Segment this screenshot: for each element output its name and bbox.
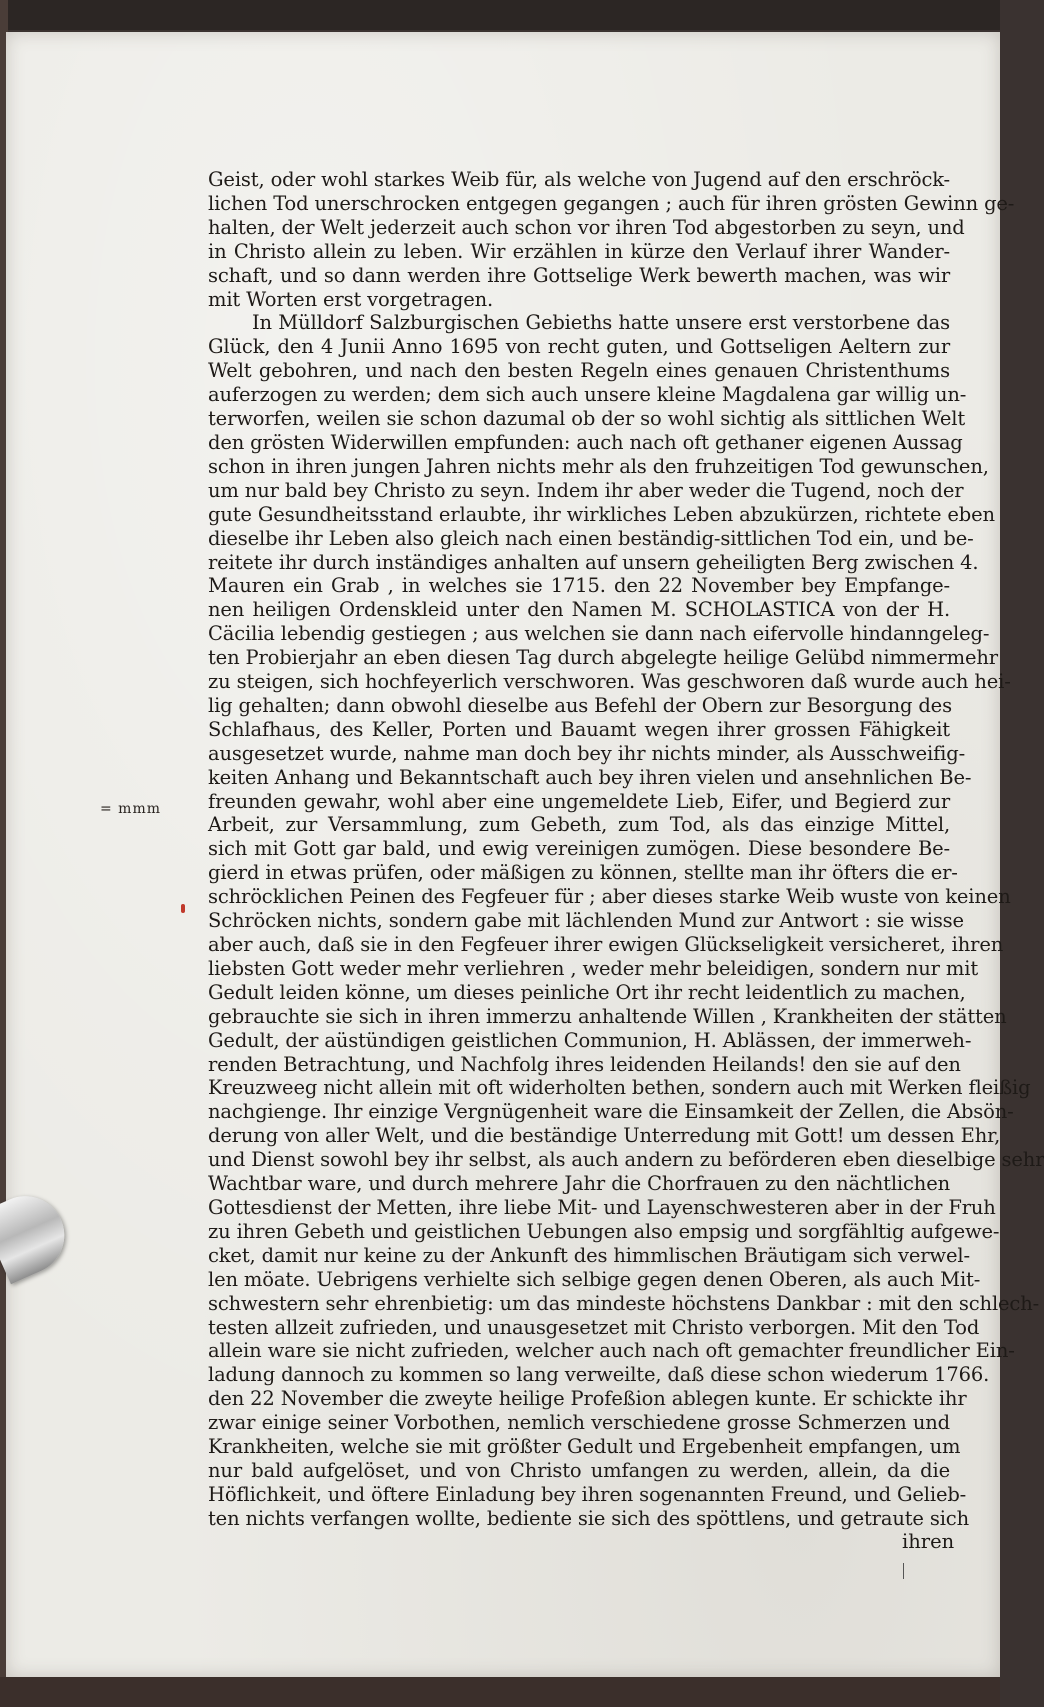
text-line: halten, der Welt jederzeit auch schon vor ihren Tod abgestorben zu seyn, und <box>208 215 965 239</box>
text-line: Mauren ein Grab , in welches sie 1715. den 22 November bey Empfange- <box>208 574 950 598</box>
text-line: ten Probierjahr an eben diesen Tag durch abgelegte heilige Gelübd nimmermehr <box>208 646 998 670</box>
text-line: ladung dannoch zu kommen so lang verweilte, daß diese schon wiederum 1766. <box>208 1363 990 1387</box>
text-line: terworfen, weilen sie schon dazumal ob der so wohl sichtig als sittlichen Welt <box>208 407 966 431</box>
text-line: zu ihren Gebeth und geistlichen Uebungen also empsig und sorgfähltig aufgewe- <box>208 1219 1000 1243</box>
text-line: den 22 November die zweyte heilige Profeßion ablegen kunte. Er schickte ihr <box>208 1387 967 1411</box>
text-line: Gedult leiden könne, um dieses peinliche Ort ihr recht leidentlich zu machen, <box>208 980 966 1004</box>
text-line: Gedult, der aüstündigen geistlichen Communion, H. Ablässen, der immerweh- <box>208 1028 972 1052</box>
margin-annotation: = mmm <box>100 801 162 817</box>
text-line: Welt gebohren, und nach den besten Regeln eines genauen Christenthums <box>208 359 950 383</box>
body-text <box>208 168 1044 1531</box>
text-line: Kreuzweeg nicht allein mit oft widerholten bethen, sondern auch mit Werken fleißig <box>208 1076 1031 1100</box>
text-line: schwestern sehr ehrenbietig: um das mindeste höchstens Dankbar : mit den schlech- <box>208 1291 1040 1315</box>
text-line: ausgesetzet wurde, nahme man doch bey ihr nichts minder, als Ausschweifig- <box>208 741 966 765</box>
text-line: mit Worten erst vorgetragen. <box>208 287 494 311</box>
text-line: derung von aller Welt, und die beständige Unterredung mit Gott! um dessen Ehr, <box>208 1124 1001 1148</box>
text-line: Höflichkeit, und öftere Einladung bey ihren sogenannten Freund, und Gelieb- <box>208 1482 967 1506</box>
text-line: den grösten Widerwillen empfunden: auch nach oft gethaner eigenen Aussag <box>208 430 963 454</box>
text-line: nen heiligen Ordenskleid unter den Namen M. SCHOLASTICA von der H. <box>208 598 950 622</box>
text-line: len möate. Uebrigens verhielte sich selbige gegen denen Oberen, als auch Mit- <box>208 1267 981 1291</box>
text-line: zwar einige seiner Vorbothen, nemlich verschiedene grosse Schmerzen und <box>208 1411 950 1435</box>
text-line: testen allzeit zufrieden, und unausgesetzet mit Christo verborgen. Mit den Tod <box>208 1315 980 1339</box>
text-line: gebrauchte sie sich in ihren immerzu anhaltende Willen , Krankheiten der stätten <box>208 1004 1007 1028</box>
text-line: um nur bald bey Christo zu seyn. Indem ihr aber weder die Tugend, noch der <box>208 478 964 502</box>
text-line: schröcklichen Peinen des Fegfeuer für ; aber dieses starke Weib wuste von keinen <box>208 885 1011 909</box>
text-line: Arbeit, zur Versammlung, zum Gebeth, zum Tod, als das einzige Mittel, <box>208 813 950 837</box>
text-line: aber auch, daß sie in den Fegfeuer ihrer ewigen Glückseligkeit versicheret, ihren <box>208 933 1004 956</box>
text-line: Schlafhaus, des Keller, Porten und Bauamt wegen ihrer grossen Fähigkeit <box>208 717 950 741</box>
text-line: auferzogen zu werden; dem sich auch unsere kleine Magdalena gar willig un- <box>208 383 967 407</box>
text-line: renden Betrachtung, und Nachfolg ihres leidenden Heilands! den sie auf den <box>208 1052 961 1076</box>
text-line: In Mülldorf Salzburgischen Gebieths hatte unsere erst verstorbene das <box>252 311 950 335</box>
text-line: gierd in etwas prüfen, oder mäßigen zu können, stellte man ihr öfters die er- <box>208 861 958 885</box>
text-line: freunden gewahr, wohl aber eine ungemeldete Lieb, Eifer, und Begierd zur <box>208 789 950 813</box>
text-line: reitete ihr durch inständiges anhalten auf unsern geheiligten Berg zwischen 4. <box>208 550 979 574</box>
scan-background-bottom <box>0 1677 1000 1707</box>
text-line: lig gehalten; dann obwohl dieselbe aus Befehl der Obern zur Besorgung des <box>208 693 952 717</box>
scan-background-top <box>0 0 1000 30</box>
text-line: Glück, den 4 Junii Anno 1695 von recht guten, und Gottseligen Aeltern zur <box>208 335 950 359</box>
text-line: liebsten Gott weder mehr verliehren , weder mehr beleidigen, sondern nur mit <box>208 956 979 980</box>
page-tick-mark <box>903 1563 904 1579</box>
text-line: cket, damit nur keine zu der Ankunft des himmlischen Bräutigam sich verwel- <box>208 1243 970 1267</box>
text-line: zu steigen, sich hochfeyerlich verschworen. Was geschworen daß wurde auch hei- <box>208 670 1011 694</box>
text-line: nachgienge. Ihr einzige Vergnügenheit ware die Einsamkeit der Zellen, die Absön- <box>208 1100 1014 1124</box>
text-line: schaft, und so dann werden ihre Gottselige Werk bewerth machen, was wir <box>208 263 950 287</box>
text-line: ten nichts verfangen wollte, bediente sie sich des spöttlens, und getraute sich <box>208 1506 969 1530</box>
text-line: schon in ihren jungen Jahren nichts mehr als den fruhzeitigen Tod gewunschen, <box>208 454 989 478</box>
text-line: Schröcken nichts, sondern gabe mit lächlenden Mund zur Antwort : sie wisse <box>208 909 964 933</box>
text-line: dieselbe ihr Leben also gleich nach einen beständig-sittlichen Tod ein, und be- <box>208 526 974 550</box>
text-line: Krankheiten, welche sie mit größter Gedult und Ergebenheit empfangen, um <box>208 1435 961 1459</box>
text-line: sich mit Gott gar bald, und ewig vereinigen zumögen. Diese besondere Be- <box>208 837 950 861</box>
text-line: gute Gesundheitsstand erlaubte, ihr wirkliches Leben abzukürzen, richtete eben <box>208 502 995 526</box>
text-line: lichen Tod unerschrocken entgegen gegangen ; auch für ihren grösten Gewinn ge- <box>208 191 1015 215</box>
text-line: allein ware sie nicht zufrieden, welcher auch nach oft gemachter freundlicher Ein- <box>208 1339 1015 1363</box>
text-line: Wachtbar ware, und durch mehrere Jahr die Chorfrauen zu den nächtlichen <box>208 1172 950 1196</box>
text-line: in Christo allein zu leben. Wir erzählen in kürze den Verlauf ihrer Wander- <box>208 239 950 263</box>
red-ink-mark <box>181 904 185 913</box>
text-line: und Dienst sowohl bey ihr selbst, als auch andern zu beförderen eben dieselbige sehr <box>208 1148 1044 1172</box>
catchword: ihren <box>902 1530 955 1553</box>
text-line: Cäcilia lebendig gestiegen ; aus welchen sie dann nach eifervolle hindanngeleg- <box>208 622 990 646</box>
text-line: nur bald aufgelöset, und von Christo umfangen zu werden, allein, da die <box>208 1458 950 1482</box>
text-line: Gottesdienst der Metten, ihre liebe Mit- und Layenschwesteren aber in der Fruh <box>208 1195 996 1219</box>
text-line: Geist, oder wohl starkes Weib für, als welche von Jugend auf den erschröck- <box>208 168 950 191</box>
text-line: keiten Anhang und Bekanntschaft auch bey ihren vielen und ansehnlichen Be- <box>208 765 972 789</box>
